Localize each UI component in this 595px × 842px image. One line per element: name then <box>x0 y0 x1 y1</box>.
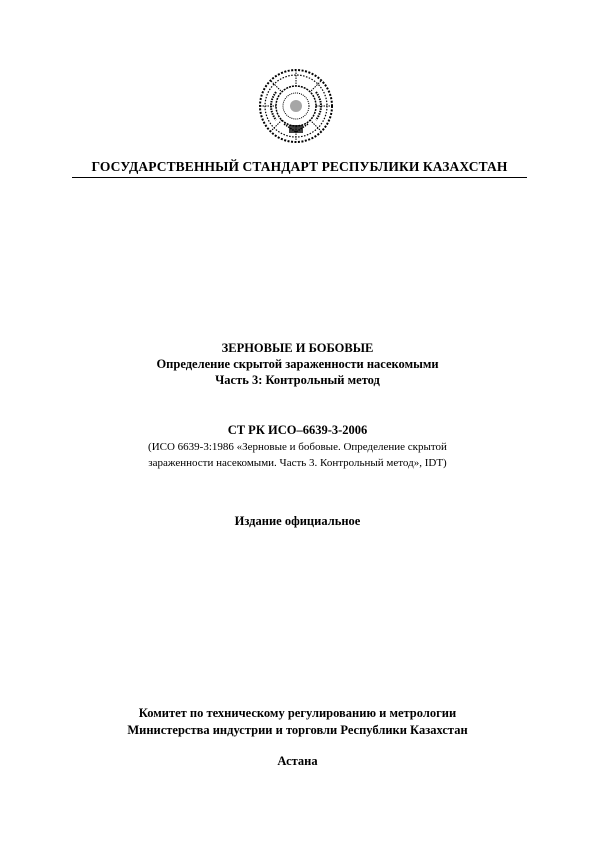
iso-reference-line-2: зараженности насекомыми. Часть 3. Контрольный метод», IDT) <box>148 457 447 469</box>
city-label: Астана <box>277 754 318 768</box>
standard-type-heading: ГОСУДАРСТВЕННЫЙ СТАНДАРТ РЕСПУБЛИКИ КАЗАХСТАН <box>91 159 508 174</box>
document-title <box>0 340 595 388</box>
edition-label: Издание официальное <box>234 514 361 528</box>
publisher <box>0 705 595 739</box>
title-line-3: Часть 3: Контрольный метод <box>215 373 380 387</box>
title-line-2: Определение скрытой зараженности насекомыми <box>156 357 439 371</box>
state-emblem-icon <box>258 68 334 144</box>
standard-code: СТ РК ИСО–6639-3-2006 <box>227 423 368 437</box>
publisher-line-2: Министерства индустрии и торговли Республики Казахстан <box>127 723 468 737</box>
title-line-1: ЗЕРНОВЫЕ И БОБОВЫЕ <box>221 341 374 355</box>
heading-underline <box>72 177 527 178</box>
iso-reference-line-1: (ИСО 6639-3:1986 «Зерновые и бобовые. Определение скрытой <box>148 441 447 453</box>
iso-reference <box>0 439 595 471</box>
publisher-line-1: Комитет по техническому регулированию и метрологии <box>138 706 457 720</box>
